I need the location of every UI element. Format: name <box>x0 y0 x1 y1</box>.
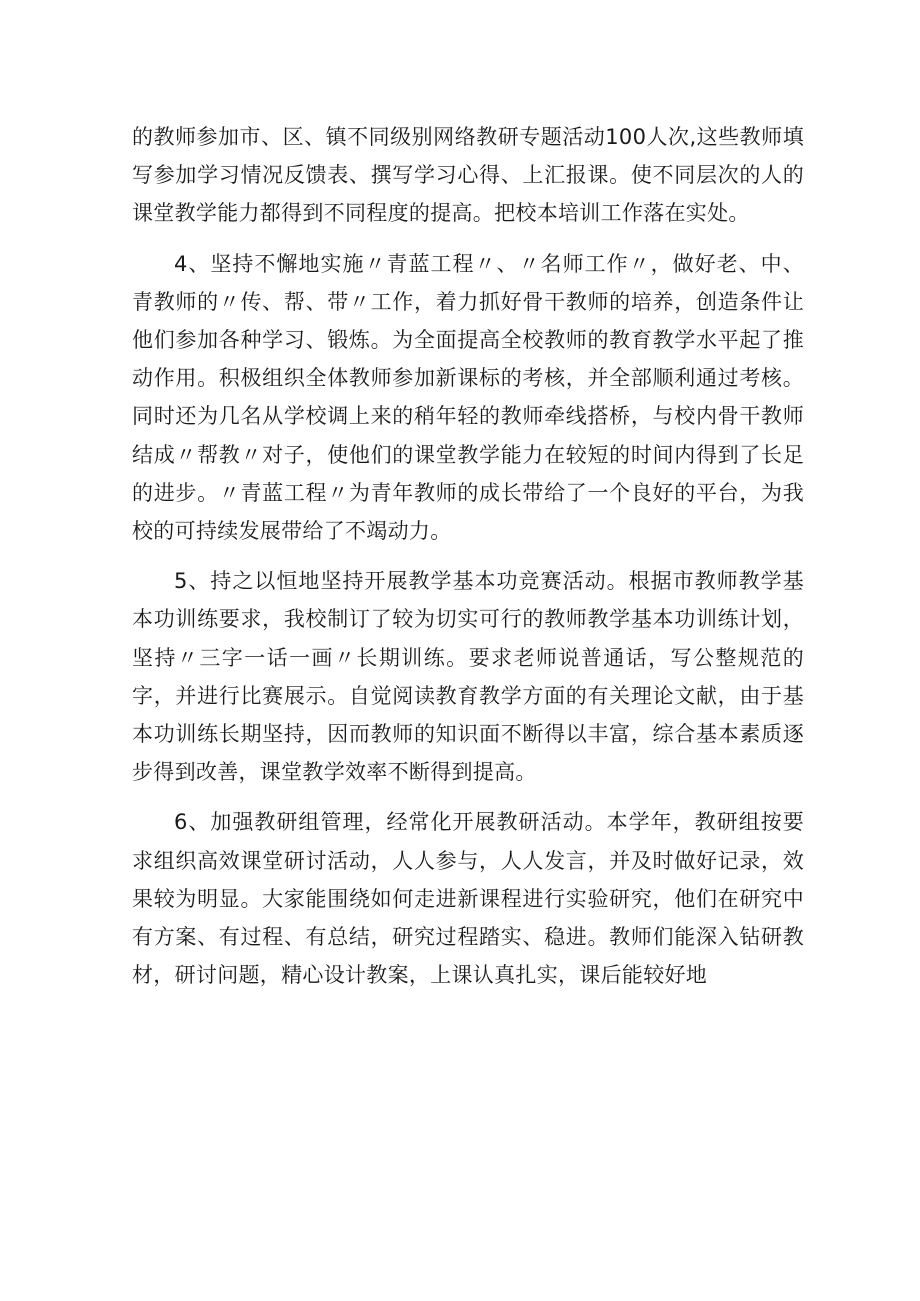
paragraph-item-5: 5、持之以恒地坚持开展教学基本功竞赛活动。根据市教师教学基本功训练要求，我校制订了较为切实可行的教师教学基本功训练计划，坚持〃三字一话一画〃长期训练。要求老师说普通话，写公整规范的字，并进行比赛展示。自觉阅读教育教学方面的有关理论文献，由于基本功训练长期坚持，因而教师的知识面不断得以丰富，综合基本素质逐步得到改善，课堂教学效率不断得到提高。 <box>132 569 804 785</box>
document-body <box>132 118 804 1006</box>
paragraph-item-4: 4、坚持不懈地实施〃青蓝工程〃、〃名师工作〃，做好老、中、青教师的〃传、帮、带〃工作，着力抓好骨干教师的培养，创造条件让他们参加各种学习、锻炼。为全面提高全校教师的教育教学水平起了推动作用。积极组织全体教师参加新课标的考核，并全部顺利通过考核。同时还为几名从学校调上来的稍年轻的教师牵线搭桥，与校内骨干教师结成〃帮教〃对子，使他们的课堂教学能力在较短的时间内得到了长足的进步。〃青蓝工程〃为青年教师的成长带给了一个良好的平台，为我校的可持续发展带给了不竭动力。 <box>132 251 804 544</box>
paragraph-continued: 的教师参加市、区、镇不同级别网络教研专题活动100人次,这些教师填写参加学习情况反馈表、撰写学习心得、上汇报课。使不同层次的人的课堂教学能力都得到不同程度的提高。把校本培训工作落在实处。 <box>132 125 804 226</box>
paragraph-item-6: 6、加强教研组管理，经常化开展教研活动。本学年，教研组按要求组织高效课堂研讨活动，人人参与，人人发言，并及时做好记录，效果较为明显。大家能围绕如何走进新课程进行实验研究，他们在研究中有方案、有过程、有总结，研究过程踏实、稳进。教师们能深入钻研教材，研讨问题，精心设计教案，上课认真扎实，课后能较好地 <box>132 810 804 988</box>
